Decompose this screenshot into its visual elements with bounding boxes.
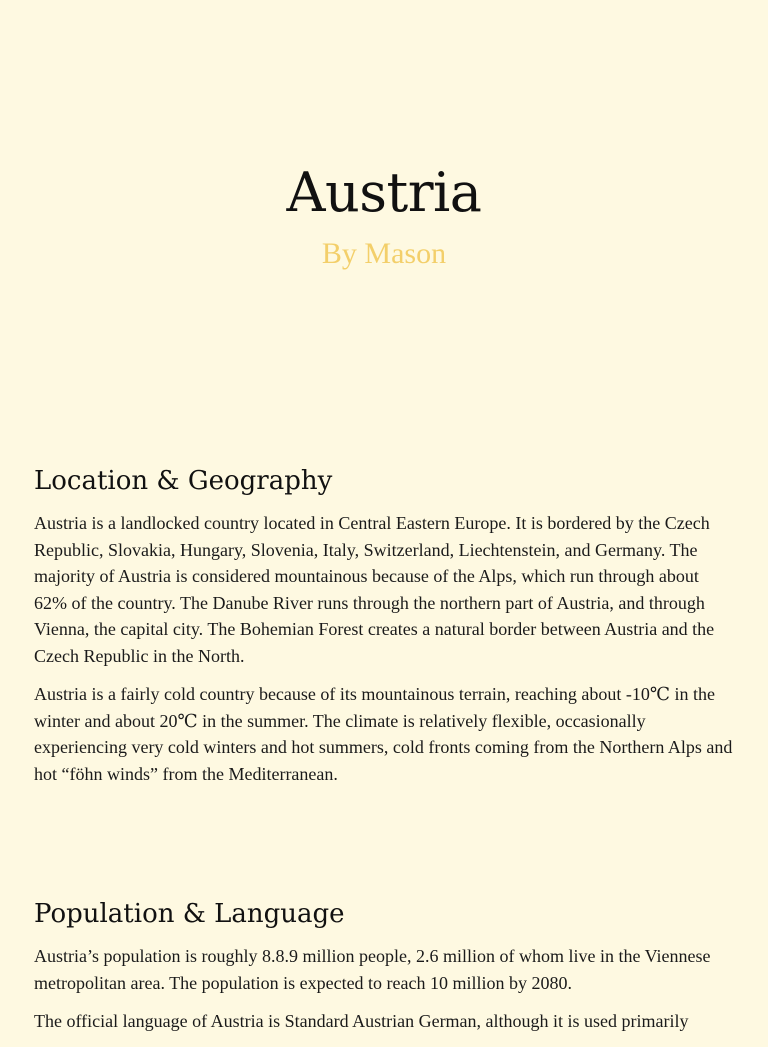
paragraph: Austria is a landlocked country located in Central Eastern Europe. It is bordered by the Czech Republic, Slovakia, Hungary, Slovenia, Italy, Switzerland, Liechtenstein, and Germany. The majority of Austria is considered mountainous because of the Alps, which run through about 62% of the country. The Danube River runs through the northern part of Austria, and through Vienna, the capital city. The Bohemian Forest creates a natural border between Austria and the Czech Republic in the North.	[34, 513, 715, 666]
title-block	[0, 158, 768, 274]
section-heading: Location & Geography	[34, 466, 333, 496]
section-heading: Population & Language	[34, 899, 345, 929]
section-location-geography	[34, 462, 734, 799]
paragraph: Austria’s population is roughly 8.8.9 million people, 2.6 million of whom live in the Viennese metropolitan area. The population is expected to reach 10 million by 2080.	[34, 946, 711, 993]
paragraph: Austria is a fairly cold country because of its mountainous terrain, reaching about -10℃ in the winter and about 20℃ in the summer. The climate is relatively flexible, occasionally experiencing very cold winters and hot summers, cold fronts coming from the Northern Alps and hot “föhn winds” from the Mediterranean.	[34, 684, 733, 784]
document-title: Austria	[286, 161, 482, 224]
paragraph: The official language of Austria is Standard Austrian German, although it is used primarily	[34, 1011, 689, 1031]
document-author: By Mason	[321, 237, 447, 270]
